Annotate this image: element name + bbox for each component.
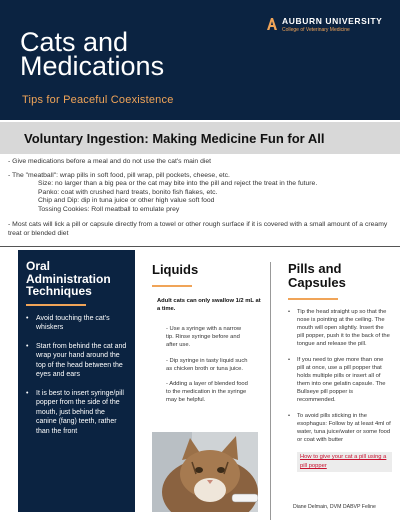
horizontal-divider — [0, 246, 400, 247]
intro-tips — [8, 157, 396, 238]
liquids-title: Liquids — [152, 262, 199, 277]
oral-item: • It is best to insert syringe/pill popper from the side of the mouth, just behind the canine (fang) teeth, rather than the front — [26, 389, 127, 437]
pills-item: • Tip the head straight up so that the nose is pointing at the ceiling. The mouth will open slightly. Insert the pill popper, push it to the back of the tongue and release the pill. — [288, 308, 392, 348]
auburn-au-icon — [266, 17, 278, 31]
oral-item: • Avoid touching the cat's whiskers — [26, 314, 127, 333]
section-bar — [0, 122, 400, 154]
university-name: AUBURN UNIVERSITY — [282, 16, 383, 26]
oral-administration-panel — [18, 250, 135, 512]
liquids-lead: Adult cats can only swallow 1/2 mL at a time. — [157, 298, 261, 312]
accent-rule — [152, 285, 192, 287]
oral-title — [26, 260, 127, 298]
liquids-item: - Adding a layer of blended food to the medication in the syringe may be helpful. — [166, 381, 248, 404]
cat-photo — [152, 432, 258, 512]
liquids-column — [152, 262, 262, 412]
tip-item: Size: no larger than a big pea or the cat may bite into the pill and reject the treat in the future. — [38, 180, 318, 187]
oral-title-line: Oral — [26, 259, 51, 273]
author-credit: Diane Delmain, DVM DABVP Feline — [293, 504, 376, 510]
accent-rule — [26, 304, 86, 306]
university-logo — [266, 16, 382, 34]
liquids-item: - Use a syringe with a narrow tip. Rinse syringe before and after use. — [166, 326, 242, 349]
pills-column — [288, 262, 392, 472]
pill-popper-video-link[interactable]: How to give your cat a pill using a pill popper — [297, 452, 392, 472]
pills-list — [288, 308, 392, 444]
tip-item: Panko: coat with crushed hard treats, bonito fish flakes, etc. — [38, 188, 218, 196]
title-line-2: Medications — [20, 51, 165, 81]
title-line-1: Cats and — [20, 27, 129, 57]
tip-item: Chip and Dip: dip in tuna juice or other high value soft food — [38, 197, 215, 205]
meatball-tips — [8, 180, 396, 214]
intro-bullet: - Most cats will lick a pill or capsule directly from a towel or other rough surface if it is covered with a small amount of a creamy treat or blended diet — [8, 221, 388, 238]
pills-title-line: Pills and — [288, 261, 342, 276]
pills-item: • To avoid pills sticking in the esophagus: Follow by at least 4ml of water, tuna juice/water or some food or coat with butter — [288, 412, 392, 444]
intro-bullet: - Give medications before a meal and do not use the cat's main diet — [8, 158, 212, 165]
tip-item: Tossing Cookies: Roll meatball to emulate prey — [38, 205, 180, 213]
page-title — [20, 27, 165, 81]
pills-item: • If you need to give more than one pill at once, use a pill popper that holds multiple pills or insert all of them into one gelatin capsule. The Bullseye pill popper is recommended. — [288, 356, 392, 404]
vertical-divider — [270, 262, 271, 520]
intro-bullet: - The "meatball": wrap pills in soft food, pill wrap, pill pockets, cheese, etc. — [8, 172, 230, 179]
oral-title-line: Administration — [26, 271, 111, 286]
oral-item: • Start from behind the cat and wrap your hand around the top of the head between the eyes and ears — [26, 342, 127, 380]
header-banner — [0, 0, 400, 120]
section-title: Voluntary Ingestion: Making Medicine Fun for All — [24, 131, 325, 146]
liquids-item: - Dip syringe in tasty liquid such as chicken broth or tuna juice. — [166, 357, 248, 372]
pills-title — [288, 262, 392, 290]
college-name: College of Veterinary Medicine — [282, 27, 350, 33]
page-subtitle: Tips for Peaceful Coexistence — [22, 94, 174, 106]
cat-image-icon — [152, 432, 258, 512]
oral-list — [26, 314, 127, 437]
oral-title-line: Techniques — [26, 284, 92, 298]
accent-rule — [288, 298, 338, 300]
pills-title-line: Capsules — [288, 275, 346, 290]
